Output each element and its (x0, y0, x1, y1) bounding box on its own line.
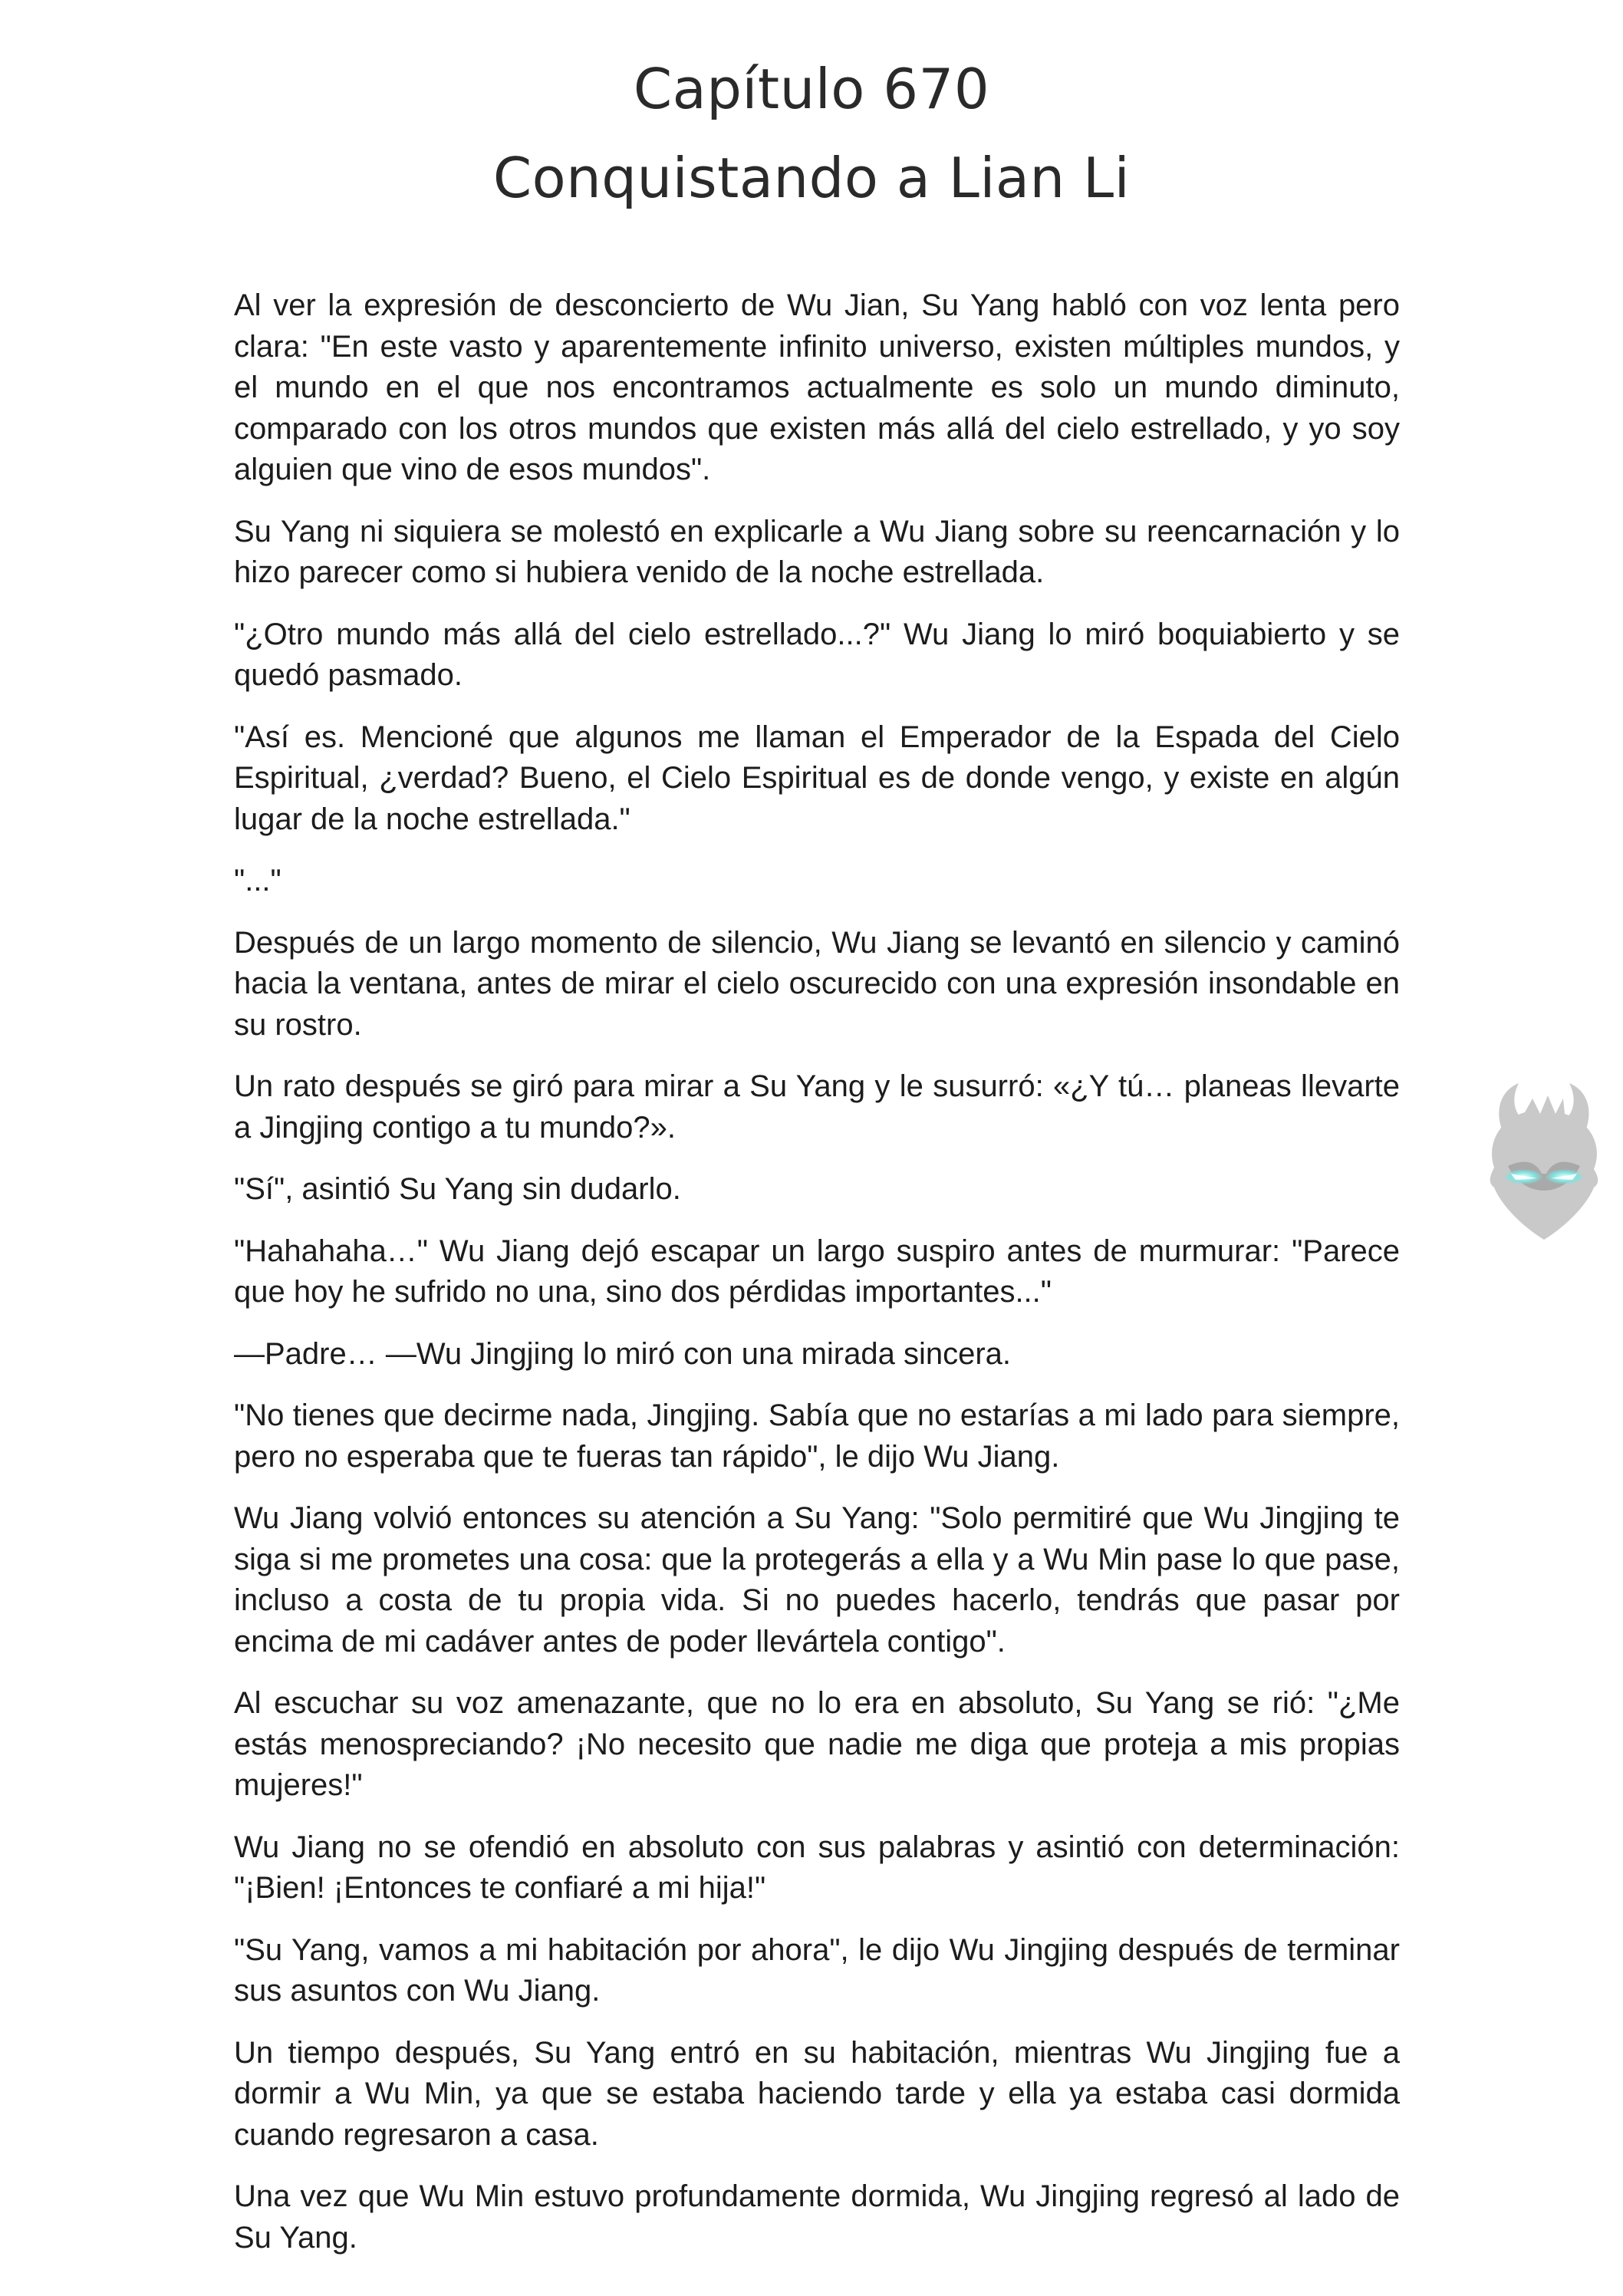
chapter-body (234, 285, 1400, 2279)
paragraph: Después de un largo momento de silencio, Wu Jiang se levantó en silencio y caminó hacia la ventana, antes de mirar el cielo oscurecido con una expresión insondable en su rostro. (234, 925, 1400, 1042)
paragraph: —Padre… —Wu Jingjing lo miró con una mirada sincera. (234, 1336, 1012, 1371)
paragraph: Wu Jiang volvió entonces su atención a Su Yang: "Solo permitiré que Wu Jingjing te siga si me prometes una cosa: que la protegerás a ella y a Wu Min pase lo que pase, incluso a costa de tu propia vida. Si no puedes hacerlo, tendrás que pasar por encima de mi cadáver antes de poder llevártela contigo". (234, 1501, 1400, 1659)
paragraph: "Así es. Mencioné que algunos me llaman el Emperador de la Espada del Cielo Espiritual, ¿verdad? Bueno, el Cielo Espiritual es de donde vengo, y existe en algún lugar de la noche estrellada." (234, 720, 1400, 836)
chapter-number: Capítulo 670 (633, 57, 990, 121)
paragraph: "¿Otro mundo más allá del cielo estrellado...?" Wu Jiang lo miró boquiabierto y se quedó pasmado. (234, 617, 1400, 692)
paragraph: "Su Yang, vamos a mi habitación por ahora", le dijo Wu Jingjing después de terminar sus asuntos con Wu Jiang. (234, 1932, 1400, 2008)
paragraph: "..." (234, 864, 281, 898)
chapter-title: Conquistando a Lian Li (492, 146, 1131, 210)
paragraph: Wu Jiang no se ofendió en absoluto con sus palabras y asintió con determinación: "¡Bien! ¡Entonces te confiaré a mi hija!" (234, 1830, 1400, 1905)
paragraph: Una vez que Wu Min estuvo profundamente dormida, Wu Jingjing regresó al lado de Su Yang. (234, 2179, 1400, 2255)
paragraph: "No tienes que decirme nada, Jingjing. Sabía que no estarías a mi lado para siempre, pero no esperaba que te fueras tan rápido", le dijo Wu Jiang. (234, 1398, 1400, 1474)
paragraph: Su Yang ni siquiera se molestó en explicarle a Wu Jiang sobre su reencarnación y lo hizo parecer como si hubiera venido de la noche estrellada. (234, 514, 1400, 589)
paragraph: "Hahahaha…" Wu Jiang dejó escapar un largo suspiro antes de murmurar: "Parece que hoy he sufrido no una, sino dos pérdidas importantes..." (234, 1234, 1400, 1309)
paragraph: Al escuchar su voz amenazante, que no lo era en absoluto, Su Yang se rió: "¿Me estás menospreciando? ¡No necesito que nadie me diga que proteja a mis propias mujeres!" (234, 1686, 1400, 1802)
chapter-header (0, 44, 1623, 222)
paragraph: Un tiempo después, Su Yang entró en su habitación, mientras Wu Jingjing fue a dormir a Wu Min, ya que se estaba haciendo tarde y ella ya estaba casi dormida cuando regresaron a casa. (234, 2035, 1400, 2152)
paragraph: Al ver la expresión de desconcierto de Wu Jian, Su Yang habló con voz lenta pero clara: "En este vasto y aparentemente infinito universo, existen múltiples mundos, y el mundo en el que nos encontramos actualmente es solo un mundo diminuto, comparado con los otros mundos que existen más allá del cielo estrellado, y yo soy alguien que vino de esos mundos". (234, 288, 1400, 486)
paragraph: "Sí", asintió Su Yang sin dudarlo. (234, 1172, 681, 1206)
paragraph: Un rato después se giró para mirar a Su Yang y le susurró: «¿Y tú… planeas llevarte a Jingjing contigo a tu mundo?». (234, 1069, 1400, 1145)
demon-head-icon (1471, 1076, 1617, 1244)
